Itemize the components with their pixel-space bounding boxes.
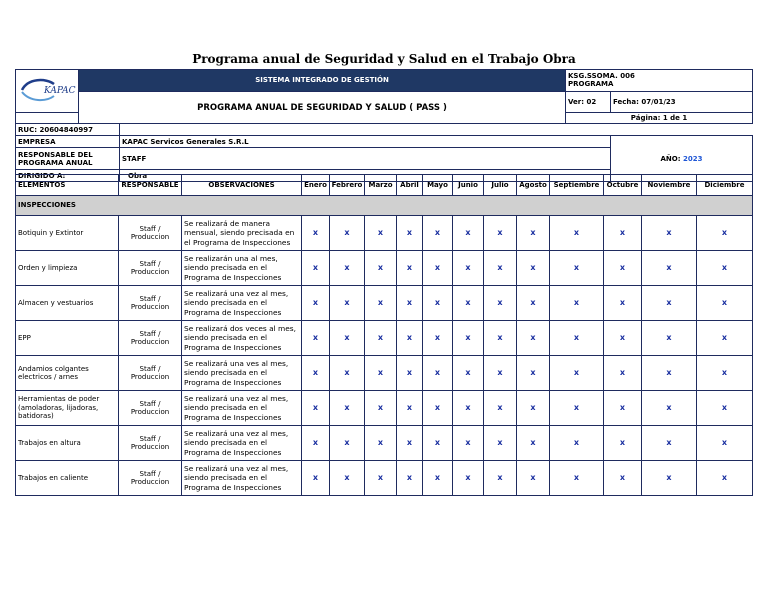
elemento-cell: Trabajos en caliente — [16, 461, 119, 496]
observaciones-cell: Se realizará una vez al mes, siendo precisada en el Programa de Inspecciones — [182, 426, 302, 461]
month-mark: x — [697, 461, 753, 496]
month-mark: x — [423, 426, 453, 461]
program-title: PROGRAMA ANUAL DE SEGURIDAD Y SALUD ( PASS ) — [79, 92, 566, 124]
month-mark: x — [302, 461, 330, 496]
month-mark: x — [604, 356, 642, 391]
month-mark: x — [484, 391, 517, 426]
month-mark: x — [484, 426, 517, 461]
elemento-cell: Orden y limpieza — [16, 251, 119, 286]
empresa-value: KAPAC Servicos Generales S.R.L — [120, 136, 611, 148]
table-row — [16, 426, 753, 461]
month-mark: x — [330, 321, 365, 356]
observaciones-cell: Se realizará una vez al mes, siendo precisada en el Programa de Inspecciones — [182, 391, 302, 426]
month-mark: x — [604, 461, 642, 496]
month-mark: x — [697, 356, 753, 391]
month-mark: x — [453, 216, 484, 251]
responsable-cell: Staff / Produccion — [119, 461, 182, 496]
month-mark: x — [642, 461, 697, 496]
col-month: Septiembre — [550, 175, 604, 196]
month-mark: x — [397, 391, 423, 426]
system-title: SISTEMA INTEGRADO DE GESTIÓN — [79, 70, 566, 92]
month-mark: x — [397, 216, 423, 251]
inspection-table — [15, 174, 753, 496]
empresa-label: EMPRESA — [16, 136, 120, 148]
month-mark: x — [423, 321, 453, 356]
table-row — [16, 356, 753, 391]
responsable-value: STAFF — [120, 148, 611, 170]
col-month: Octubre — [604, 175, 642, 196]
company-logo — [16, 70, 79, 113]
month-mark: x — [453, 321, 484, 356]
responsable-cell: Staff / Produccion — [119, 356, 182, 391]
month-mark: x — [330, 426, 365, 461]
month-mark: x — [330, 391, 365, 426]
month-mark: x — [330, 356, 365, 391]
month-mark: x — [517, 321, 550, 356]
year-value: 2023 — [682, 154, 703, 163]
month-mark: x — [517, 461, 550, 496]
elemento-cell: Herramientas de poder (amoladoras, lijadoras, batidoras) — [16, 391, 119, 426]
ruc-label: RUC: 20604840997 — [16, 124, 120, 136]
col-month: Julio — [484, 175, 517, 196]
date-label: Fecha: 07/01/23 — [611, 92, 753, 113]
month-mark: x — [484, 356, 517, 391]
month-mark: x — [397, 321, 423, 356]
month-mark: x — [697, 391, 753, 426]
month-mark: x — [453, 461, 484, 496]
col-month: Mayo — [423, 175, 453, 196]
month-mark: x — [642, 356, 697, 391]
month-mark: x — [397, 426, 423, 461]
month-mark: x — [423, 356, 453, 391]
table-row — [16, 216, 753, 251]
month-mark: x — [365, 356, 397, 391]
month-mark: x — [423, 461, 453, 496]
month-mark: x — [330, 461, 365, 496]
month-mark: x — [423, 251, 453, 286]
col-month: Noviembre — [642, 175, 697, 196]
elemento-cell: Trabajos en altura — [16, 426, 119, 461]
header-table — [15, 69, 753, 182]
month-mark: x — [550, 391, 604, 426]
month-mark: x — [550, 286, 604, 321]
month-mark: x — [550, 426, 604, 461]
month-mark: x — [484, 321, 517, 356]
month-mark: x — [604, 426, 642, 461]
responsable-cell: Staff / Produccion — [119, 251, 182, 286]
responsable-label: RESPONSABLE DEL PROGRAMA ANUAL — [16, 148, 120, 170]
month-mark: x — [423, 391, 453, 426]
dirigido-label: DIRIGIDO A: — [16, 170, 120, 182]
month-mark: x — [365, 216, 397, 251]
elemento-cell: Botiquin y Extintor — [16, 216, 119, 251]
month-mark: x — [517, 216, 550, 251]
month-mark: x — [484, 286, 517, 321]
month-mark: x — [423, 286, 453, 321]
month-mark: x — [453, 286, 484, 321]
month-mark: x — [397, 286, 423, 321]
responsable-cell: Staff / Produccion — [119, 321, 182, 356]
observaciones-cell: Se realizarán una al mes, siendo precisada en el Programa de Inspecciones — [182, 251, 302, 286]
month-mark: x — [365, 461, 397, 496]
col-month: Diciembre — [697, 175, 753, 196]
month-mark: x — [302, 426, 330, 461]
month-mark: x — [330, 251, 365, 286]
month-mark: x — [604, 321, 642, 356]
col-elementos: ELEMENTOS — [16, 175, 119, 196]
table-row — [16, 391, 753, 426]
month-mark: x — [517, 391, 550, 426]
col-observaciones: OBSERVACIONES — [182, 175, 302, 196]
month-mark: x — [330, 216, 365, 251]
document-title: Programa anual de Seguridad y Salud en el Trabajo Obra — [192, 52, 576, 66]
document-code: KSG.SSOMA. 006 — [568, 71, 635, 80]
elemento-cell: Andamios colgantes electricos / arnes — [16, 356, 119, 391]
month-mark: x — [642, 426, 697, 461]
observaciones-cell: Se realizará una vez al mes, siendo precisada en el Programa de Inspecciones — [182, 461, 302, 496]
col-month: Enero — [302, 175, 330, 196]
month-mark: x — [484, 461, 517, 496]
month-mark: x — [550, 356, 604, 391]
observaciones-cell: Se realizará dos veces al mes, siendo precisada en el Programa de Inspecciones — [182, 321, 302, 356]
responsable-cell: Staff / Produccion — [119, 286, 182, 321]
month-mark: x — [517, 426, 550, 461]
month-mark: x — [365, 321, 397, 356]
month-mark: x — [330, 286, 365, 321]
year-label: AÑO: — [660, 154, 681, 163]
observaciones-cell: Se realizará una vez al mes, siendo precisada en el Programa de Inspecciones — [182, 286, 302, 321]
month-mark: x — [365, 251, 397, 286]
month-mark: x — [517, 356, 550, 391]
col-month: Febrero — [330, 175, 365, 196]
month-mark: x — [365, 286, 397, 321]
month-mark: x — [365, 391, 397, 426]
responsable-cell: Staff / Produccion — [119, 426, 182, 461]
col-month: Abril — [397, 175, 423, 196]
svg-text:KAPAC: KAPAC — [44, 86, 76, 96]
table-row — [16, 321, 753, 356]
month-mark: x — [550, 321, 604, 356]
table-row — [16, 251, 753, 286]
month-mark: x — [397, 356, 423, 391]
table-row — [16, 286, 753, 321]
month-mark: x — [302, 321, 330, 356]
month-mark: x — [604, 216, 642, 251]
month-mark: x — [642, 286, 697, 321]
observaciones-cell: Se realizará de manera mensual, siendo precisada en el Programa de Inspecciones — [182, 216, 302, 251]
month-mark: x — [517, 251, 550, 286]
version-label: Ver: 02 — [566, 92, 611, 113]
month-mark: x — [453, 251, 484, 286]
month-mark: x — [302, 216, 330, 251]
month-mark: x — [453, 356, 484, 391]
col-responsable: RESPONSABLE — [119, 175, 182, 196]
month-mark: x — [697, 251, 753, 286]
month-mark: x — [642, 391, 697, 426]
column-header-row — [16, 175, 753, 196]
elemento-cell: Almacen y vestuarios — [16, 286, 119, 321]
month-mark: x — [365, 426, 397, 461]
month-mark: x — [453, 391, 484, 426]
col-month: Agosto — [517, 175, 550, 196]
month-mark: x — [697, 286, 753, 321]
table-row — [16, 461, 753, 496]
month-mark: x — [550, 461, 604, 496]
col-month: Marzo — [365, 175, 397, 196]
month-mark: x — [453, 426, 484, 461]
month-mark: x — [604, 286, 642, 321]
month-mark: x — [484, 251, 517, 286]
month-mark: x — [302, 286, 330, 321]
month-mark: x — [642, 321, 697, 356]
month-mark: x — [642, 216, 697, 251]
col-month: Junio — [453, 175, 484, 196]
observaciones-cell: Se realizará una ves al mes, siendo precisada en el Programa de Inspecciones — [182, 356, 302, 391]
document-code-sub: PROGRAMA — [568, 79, 614, 88]
responsable-cell: Staff / Produccion — [119, 216, 182, 251]
dirigido-value: Obra — [120, 170, 611, 182]
month-mark: x — [302, 251, 330, 286]
month-mark: x — [697, 216, 753, 251]
month-mark: x — [397, 461, 423, 496]
month-mark: x — [550, 216, 604, 251]
page-label: Página: 1 de 1 — [566, 113, 753, 124]
month-mark: x — [423, 216, 453, 251]
month-mark: x — [604, 251, 642, 286]
month-mark: x — [642, 251, 697, 286]
month-mark: x — [302, 391, 330, 426]
elemento-cell: EPP — [16, 321, 119, 356]
month-mark: x — [302, 356, 330, 391]
section-inspecciones: INSPECCIONES — [16, 196, 753, 216]
month-mark: x — [550, 251, 604, 286]
month-mark: x — [604, 391, 642, 426]
month-mark: x — [484, 216, 517, 251]
month-mark: x — [397, 251, 423, 286]
month-mark: x — [517, 286, 550, 321]
month-mark: x — [697, 426, 753, 461]
responsable-cell: Staff / Produccion — [119, 391, 182, 426]
month-mark: x — [697, 321, 753, 356]
